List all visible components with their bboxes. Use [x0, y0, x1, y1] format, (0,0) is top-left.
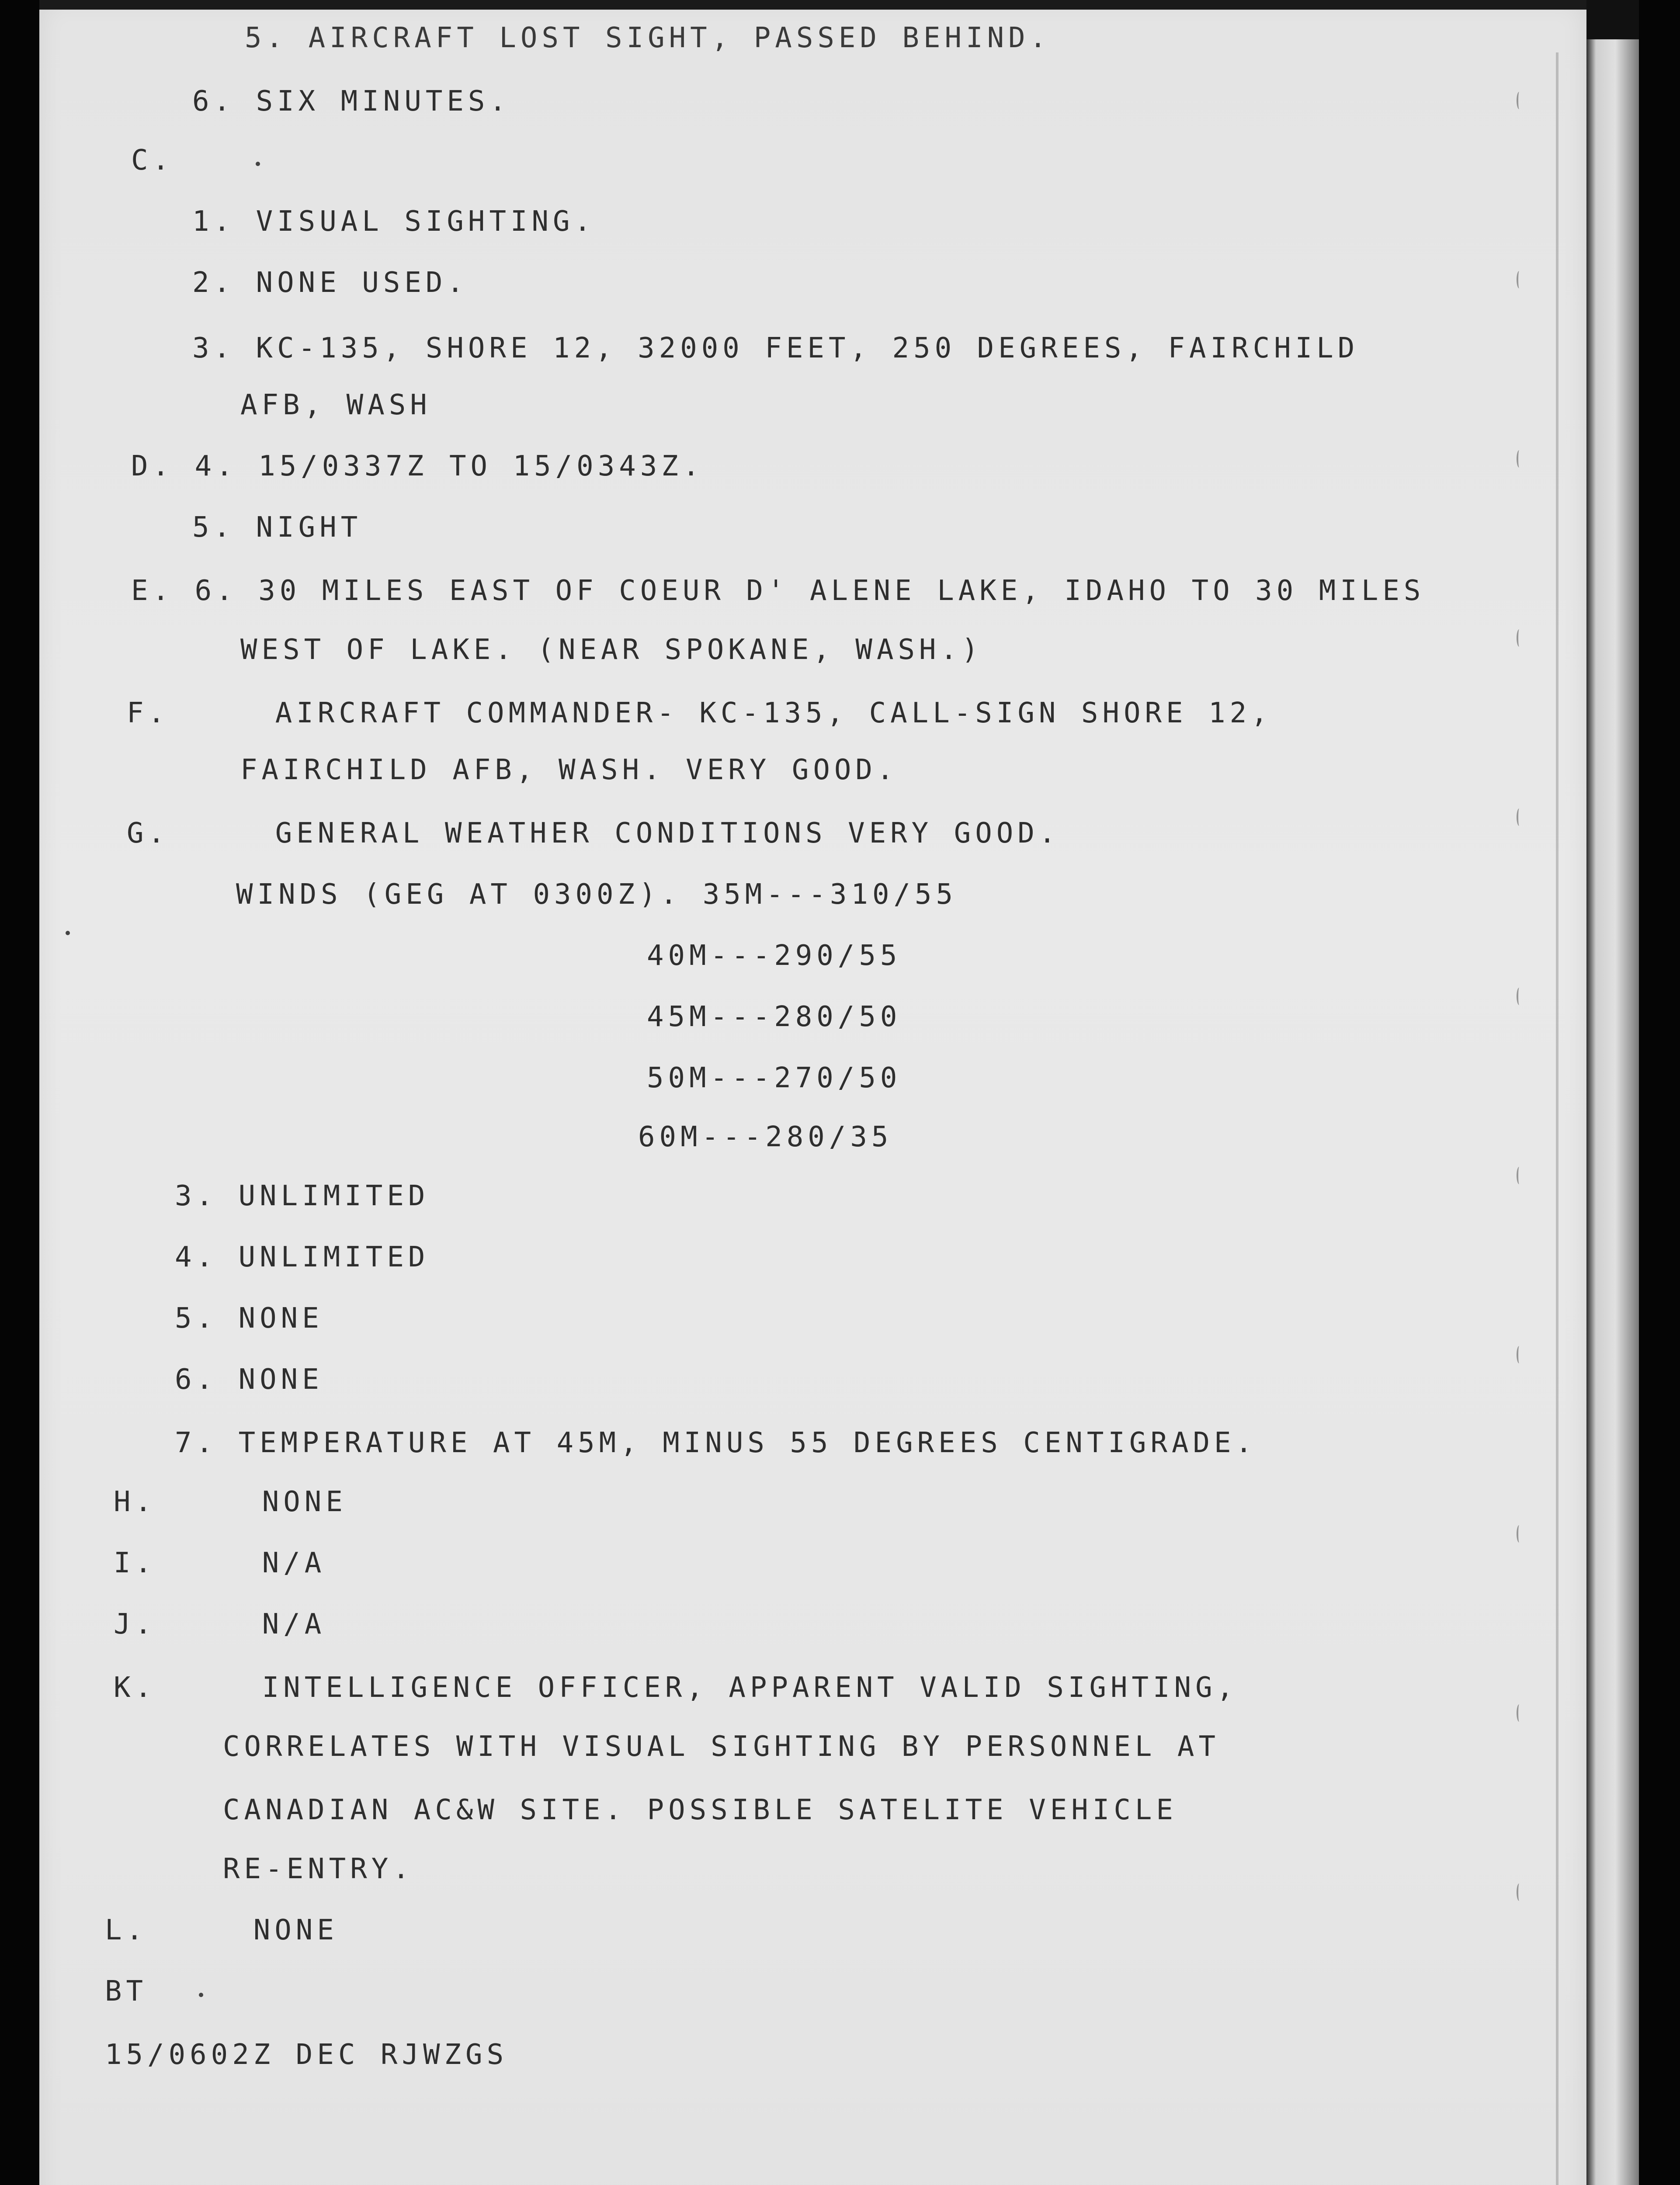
text-line: L. NONE	[105, 1914, 338, 1946]
scan-mark	[1517, 808, 1522, 826]
text-line: CORRELATES WITH VISUAL SIGHTING BY PERSONNEL AT	[223, 1731, 1220, 1763]
scan-mark	[1517, 1167, 1522, 1184]
scan-mark	[1517, 629, 1522, 647]
text-line: K. INTELLIGENCE OFFICER, APPARENT VALID SIGHTING,	[114, 1672, 1238, 1704]
text-line: F. AIRCRAFT COMMANDER- KC-135, CALL-SIGN SHORE 12,	[127, 697, 1272, 729]
scan-speck	[66, 931, 70, 935]
text-line: C.	[131, 144, 174, 177]
text-line: 1. VISUAL SIGHTING.	[192, 205, 596, 238]
text-line: 5. AIRCRAFT LOST SIGHT, PASSED BEHIND.	[245, 22, 1051, 54]
margin-line	[1556, 52, 1559, 2185]
text-line: WINDS (GEG AT 0300Z). 35M---310/55	[236, 878, 958, 911]
scan-speck	[256, 162, 260, 166]
scan-mark	[1517, 271, 1522, 288]
text-line: CANADIAN AC&W SITE. POSSIBLE SATELITE VEHICLE	[223, 1794, 1177, 1826]
text-line: 4. UNLIMITED	[175, 1241, 430, 1273]
text-line: AFB, WASH	[240, 389, 431, 421]
text-line: WEST OF LAKE. (NEAR SPOKANE, WASH.)	[240, 634, 983, 666]
text-line: D. 4. 15/0337Z TO 15/0343Z.	[131, 450, 704, 482]
text-line: 3. KC-135, SHORE 12, 32000 FEET, 250 DEGREES, FAIRCHILD	[192, 332, 1359, 364]
text-line: H. NONE	[114, 1486, 347, 1518]
text-line: 50M---270/50	[647, 1062, 902, 1094]
scan-mark	[1517, 450, 1522, 468]
top-shadow	[39, 0, 1586, 10]
text-line: 6. NONE	[175, 1363, 323, 1396]
scan-mark	[1517, 1525, 1522, 1543]
text-line: FAIRCHILD AFB, WASH. VERY GOOD.	[240, 754, 898, 786]
page-edge	[1586, 39, 1639, 2185]
text-line: 7. TEMPERATURE AT 45M, MINUS 55 DEGREES CENTIGRADE.	[175, 1427, 1257, 1459]
text-line: 6. SIX MINUTES.	[192, 85, 510, 118]
scan-mark	[1517, 92, 1522, 109]
text-line: G. GENERAL WEATHER CONDITIONS VERY GOOD.	[127, 817, 1060, 850]
text-line: 5. NIGHT	[192, 511, 362, 544]
text-line: 15/0602Z DEC RJWZGS	[105, 2039, 508, 2071]
text-line: J. N/A	[114, 1608, 326, 1640]
page-edge-top	[1586, 0, 1639, 42]
text-line: 2. NONE USED.	[192, 267, 468, 299]
text-line: BT	[105, 1975, 148, 2008]
text-line: 40M---290/55	[647, 940, 902, 972]
text-line: E. 6. 30 MILES EAST OF COEUR D' ALENE LAKE, IDAHO TO 30 MILES	[131, 575, 1425, 607]
scan-speck	[199, 1993, 203, 1997]
text-line: 60M---280/35	[638, 1121, 893, 1153]
text-line: 3. UNLIMITED	[175, 1180, 430, 1212]
text-line: 45M---280/50	[647, 1001, 902, 1033]
scan-mark	[1517, 1704, 1522, 1722]
scan-mark	[1517, 988, 1522, 1005]
scan-mark	[1517, 1346, 1522, 1363]
text-line: RE-ENTRY.	[223, 1853, 414, 1885]
scan-mark	[1517, 1883, 1522, 1901]
text-line: I. N/A	[114, 1547, 326, 1579]
text-line: 5. NONE	[175, 1302, 323, 1335]
